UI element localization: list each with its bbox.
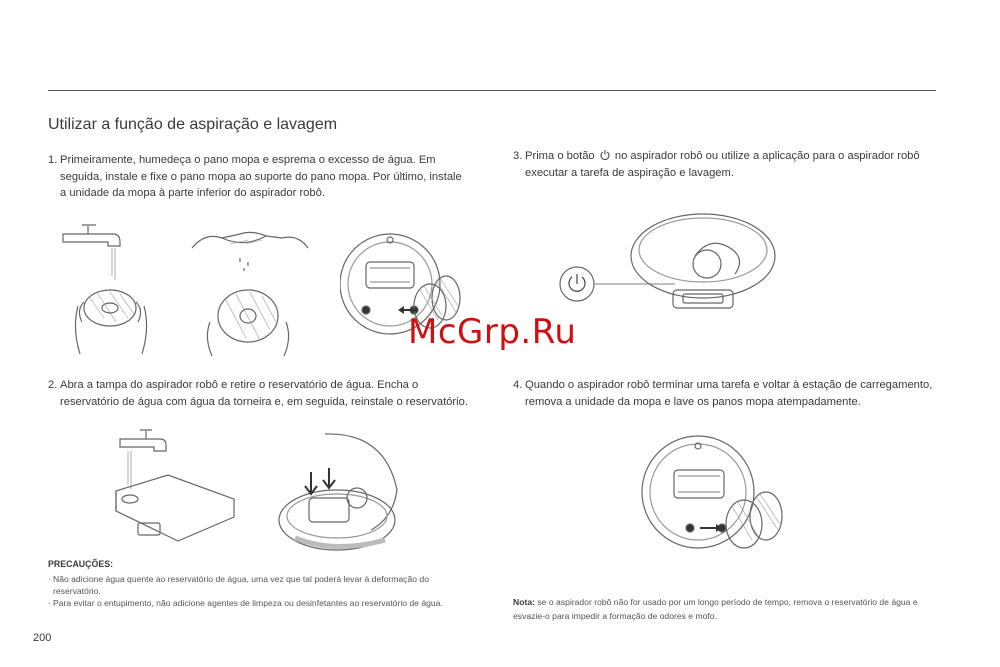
faucet-wet-mop-illustration — [58, 218, 168, 358]
bullet: · — [48, 598, 51, 608]
robot-power-button-illustration — [555, 206, 795, 326]
step-number: 3. — [513, 150, 523, 162]
water-tank-fill-illustration — [108, 425, 238, 545]
step-text: Quando o aspirador robô terminar uma tarefa e voltar à estação de carregamento, remova a unidade da mopa e lave os panos mopa atempadamente. — [525, 379, 933, 408]
bullet: · — [48, 574, 51, 584]
note-text: se o aspirador robô não for usado por um longo período de tempo, remova o reservatório de água e esvazie-o para impedir a formação de odores e mofo. — [513, 597, 918, 621]
step-number: 2. — [48, 379, 58, 391]
power-icon — [600, 149, 610, 160]
step-2 — [48, 377, 478, 410]
step-text: Prima o botão no aspirador robô ou utilize a aplicação para o aspirador robô executar a tarefa de aspiração e lavagem. — [525, 150, 920, 179]
step-1 — [48, 152, 468, 202]
section-title: Utilizar a função de aspiração e lavagem — [48, 116, 338, 133]
robot-remove-mop-illustration — [640, 432, 785, 564]
step-number: 1. — [48, 154, 58, 166]
page-number: 200 — [33, 632, 52, 644]
step-3 — [513, 148, 943, 181]
step-text: Primeiramente, humedeça o pano mopa e esprema o excesso de água. Em seguida, instale e fixe o pano mopa ao suporte do pano mopa. Por último, instale a unidade da mopa à parte inferior do aspirador robô. — [60, 154, 462, 199]
precaution-item: · Não adicione água quente ao reservatório de água, uma vez que tal poderá levar à deformação do reservatório. — [48, 574, 429, 596]
wring-mop-illustration — [190, 218, 310, 358]
step-number: 4. — [513, 379, 523, 391]
watermark: McGrp.Ru — [408, 312, 577, 352]
precaution-item: · Para evitar o entupimento, não adicione agentes de limpeza ou desinfetantes ao reservatório de água. — [48, 598, 443, 608]
header-rule — [48, 90, 936, 91]
step-4 — [513, 377, 953, 410]
robot-open-lid-illustration — [275, 428, 415, 558]
note-label: Nota: — [513, 597, 535, 607]
precautions-heading: PRECAUÇÕES: — [48, 559, 114, 569]
note — [513, 595, 938, 623]
step-text: Abra a tampa do aspirador robô e retire o reservatório de água. Encha o reservatório de água com água da torneira e, em seguida, reinstale o reservatório. — [60, 379, 468, 408]
